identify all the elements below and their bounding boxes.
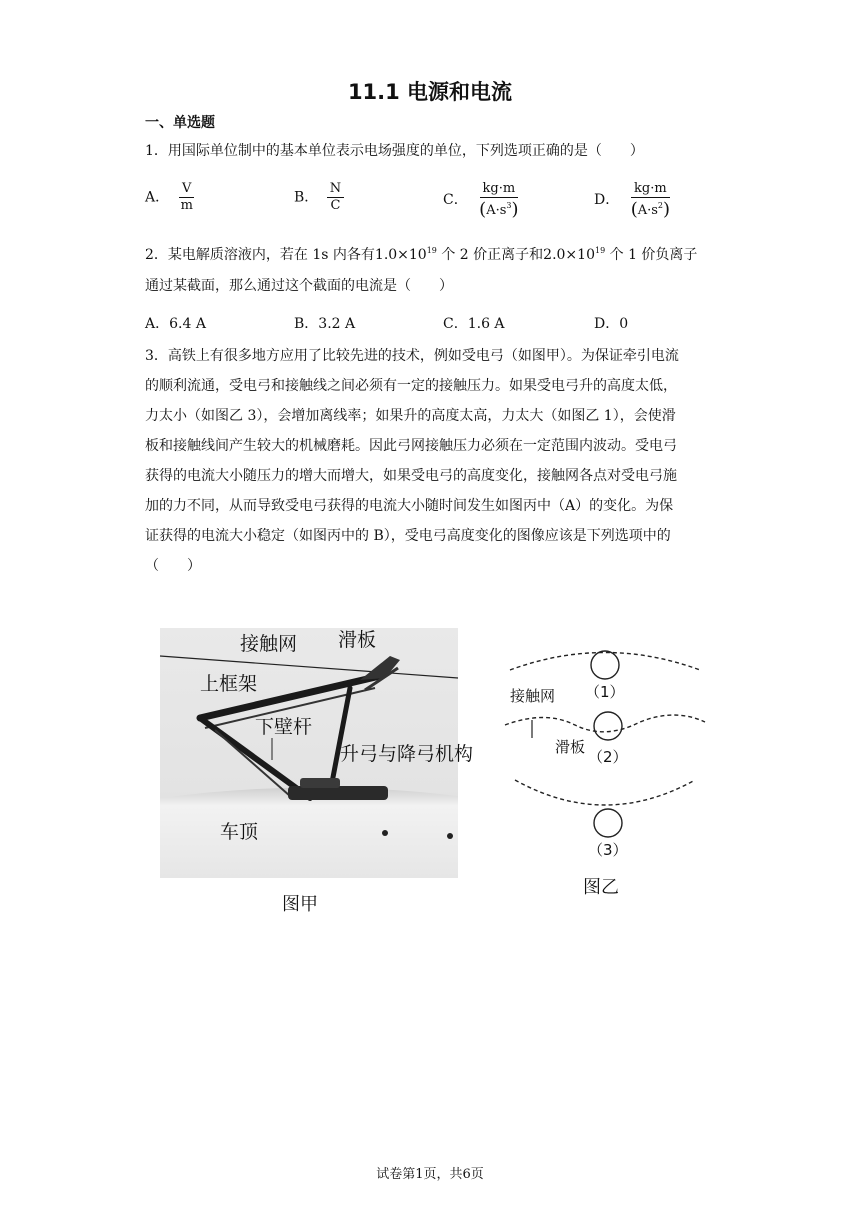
q3-line-7: 证获得的电流大小稳定（如图丙中的 B），受电弓高度变化的图像应该是下列选项中的: [145, 528, 671, 544]
option-b-denominator: C: [330, 198, 341, 213]
page-footer: 试卷第1页，共6页: [376, 1167, 484, 1182]
page-title: 11.1 电源和电流: [347, 80, 513, 104]
q3-line-8: （ ）: [145, 558, 201, 574]
q2-option-c: C．1.6 A: [443, 316, 505, 332]
label-position-3: （3）: [588, 841, 628, 859]
label-roof: 车顶: [220, 821, 259, 843]
label-slide-plate-b: 滑板: [555, 738, 586, 756]
q3-line-1: 3．高铁上有很多地方应用了比较先进的技术，例如受电弓（如图甲）。为保证牵引电流: [145, 348, 679, 364]
q1-option-d: D． $\frac{kg\cdot m}{(A\cdot s^2)}$: [594, 181, 673, 219]
figure-a-caption: 图甲: [282, 894, 318, 915]
q1-option-b: B． $\frac{N}{C}$: [294, 181, 344, 214]
label-lower-arm: 下壁杆: [255, 716, 313, 738]
option-a-denominator: m: [180, 198, 193, 213]
q2-option-b: B．3.2 A: [294, 316, 356, 332]
q2-value-2: 2.0×10: [543, 247, 595, 263]
option-d-numerator: kg·m: [631, 181, 670, 198]
option-c-denominator: $(A\cdot s^3)$: [479, 199, 519, 220]
option-a-numerator: V: [179, 181, 194, 198]
label-position-1: （1）: [585, 683, 625, 701]
option-b-numerator: N: [327, 181, 344, 198]
q3-line-5: 获得的电流大小随压力的增大而增大，如果受电弓的高度变化，接触网各点对受电弓施: [145, 468, 677, 484]
q2-option-d: D．0: [594, 316, 629, 332]
q1-option-c: C． $\frac{kg\cdot m}{(A\cdot s^3)}$: [443, 181, 522, 219]
figure-a-photo: [160, 628, 474, 878]
q2-stem-line2: 通过某截面，那么通过这个截面的电流是（ ）: [145, 278, 453, 294]
label-position-2: （2）: [588, 748, 628, 766]
q3-line-4: 板和接触线间产生较大的机械磨耗。因此弓网接触压力必须在一定范围内波动。受电弓: [145, 438, 677, 454]
q1-option-a: A． $\frac{V}{m}$: [145, 181, 196, 214]
option-d-denominator: $(A\cdot s^2)$: [630, 199, 671, 220]
label-contact-wire: 接触网: [240, 633, 298, 655]
label-contact-wire-b: 接触网: [510, 687, 556, 705]
q2-value-1: 1.0×10: [374, 247, 427, 263]
figure-b-diagram: [500, 640, 710, 890]
q3-line-6: 加的力不同，从而导致受电弓获得的电流大小随时间发生如图丙中（A）的变化。为保: [145, 498, 674, 514]
q2-option-a: A．6.4 A: [145, 316, 206, 332]
figure-b-caption: 图乙: [583, 877, 619, 898]
label-lift-mechanism: 升弓与降弓机构: [340, 743, 474, 765]
q3-line-2: 的顺利流通，受电弓和接触线之间必须有一定的接触压力。如果受电弓升的高度太低，: [145, 378, 677, 394]
q1-stem: 1．用国际单位制中的基本单位表示电场强度的单位，下列选项正确的是（ ）: [145, 143, 644, 159]
label-slide-plate: 滑板: [338, 629, 377, 651]
label-upper-frame: 上框架: [200, 673, 258, 695]
option-c-numerator: kg·m: [480, 181, 519, 198]
q2-stem-line1: 2．某电解质溶液内，若在 1s 内各有$1.0\times 10^{19}$ 个 2 价正离子和$2.0\times 10^{19}$ 个 1 价负离子: [145, 246, 698, 263]
section-heading: 一、单选题: [145, 115, 215, 131]
q3-line-3: 力太小（如图乙 3），会增加离线率；如果升的高度太高，力太大（如图乙 1），会使滑: [145, 408, 676, 424]
